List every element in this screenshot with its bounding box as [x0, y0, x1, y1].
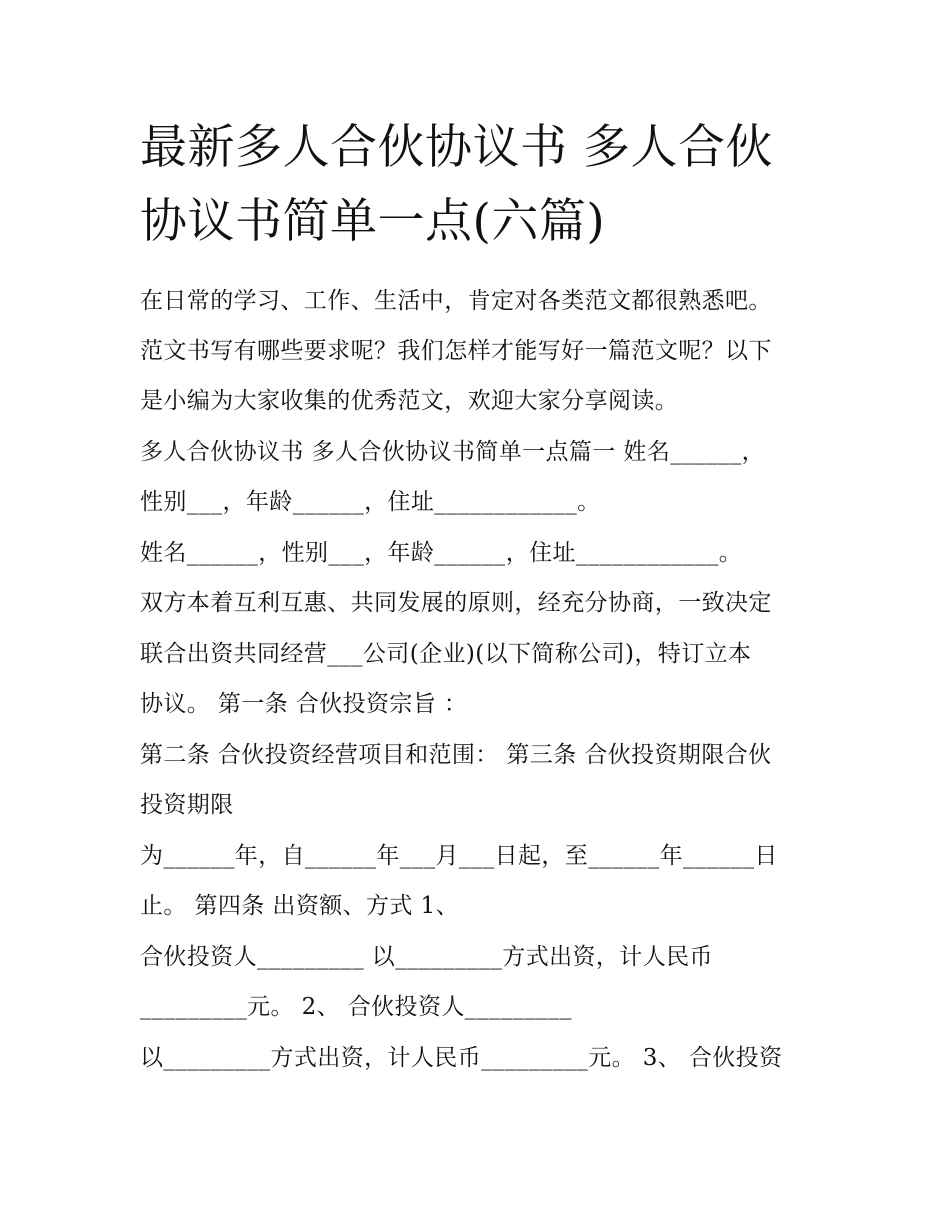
party-a-line-2: 性别___，年龄______，住址____________。 — [140, 489, 601, 515]
intro-line-3: 是小编为大家收集的优秀范文，欢迎大家分享阅读。 — [140, 388, 679, 414]
contribution-line-1: 合伙投资人_________ 以_________方式出资，计人民币 — [140, 944, 713, 970]
intro-line-2: 范文书写有哪些要求呢？我们怎样才能写好一篇范文呢？以下 — [140, 338, 772, 364]
document-title-line-1: 最新多人合伙协议书 多人合伙 — [140, 120, 773, 175]
preamble-line-1: 双方本着互利互惠、共同发展的原则，经充分协商，一致决定 — [140, 590, 772, 616]
contribution-line-3: 以_________方式出资，计人民币_________元。 3、 合伙投资 — [140, 1045, 783, 1071]
preamble-line-2: 联合出资共同经营___公司(企业)(以下简称公司)，特订立本 — [140, 641, 752, 667]
term-line-1: 为______年，自______年___月___日起，至______年______日 — [140, 843, 778, 869]
document-title-line-2: 协议书简单一点(六篇) — [140, 194, 606, 249]
contribution-line-2: _________元。 2、 合伙投资人_________ — [140, 994, 572, 1020]
party-a-line-1: 多人合伙协议书 多人合伙协议书简单一点篇一 姓名______， — [140, 439, 766, 465]
term-line-2: 止。 第四条 出资额、方式 1、 — [140, 893, 459, 919]
intro-line-1: 在日常的学习、工作、生活中，肯定对各类范文都很熟悉吧。 — [140, 288, 772, 314]
article-2-3-line-2: 投资期限 — [140, 792, 234, 818]
party-b-line: 姓名______，性别___，年龄______，住址____________。 — [140, 540, 743, 566]
article-2-3-line-1: 第二条 合伙投资经营项目和范围： 第三条 合伙投资期限合伙 — [140, 742, 772, 768]
article-1-line: 协议。 第一条 合伙投资宗旨 ： — [140, 691, 468, 717]
